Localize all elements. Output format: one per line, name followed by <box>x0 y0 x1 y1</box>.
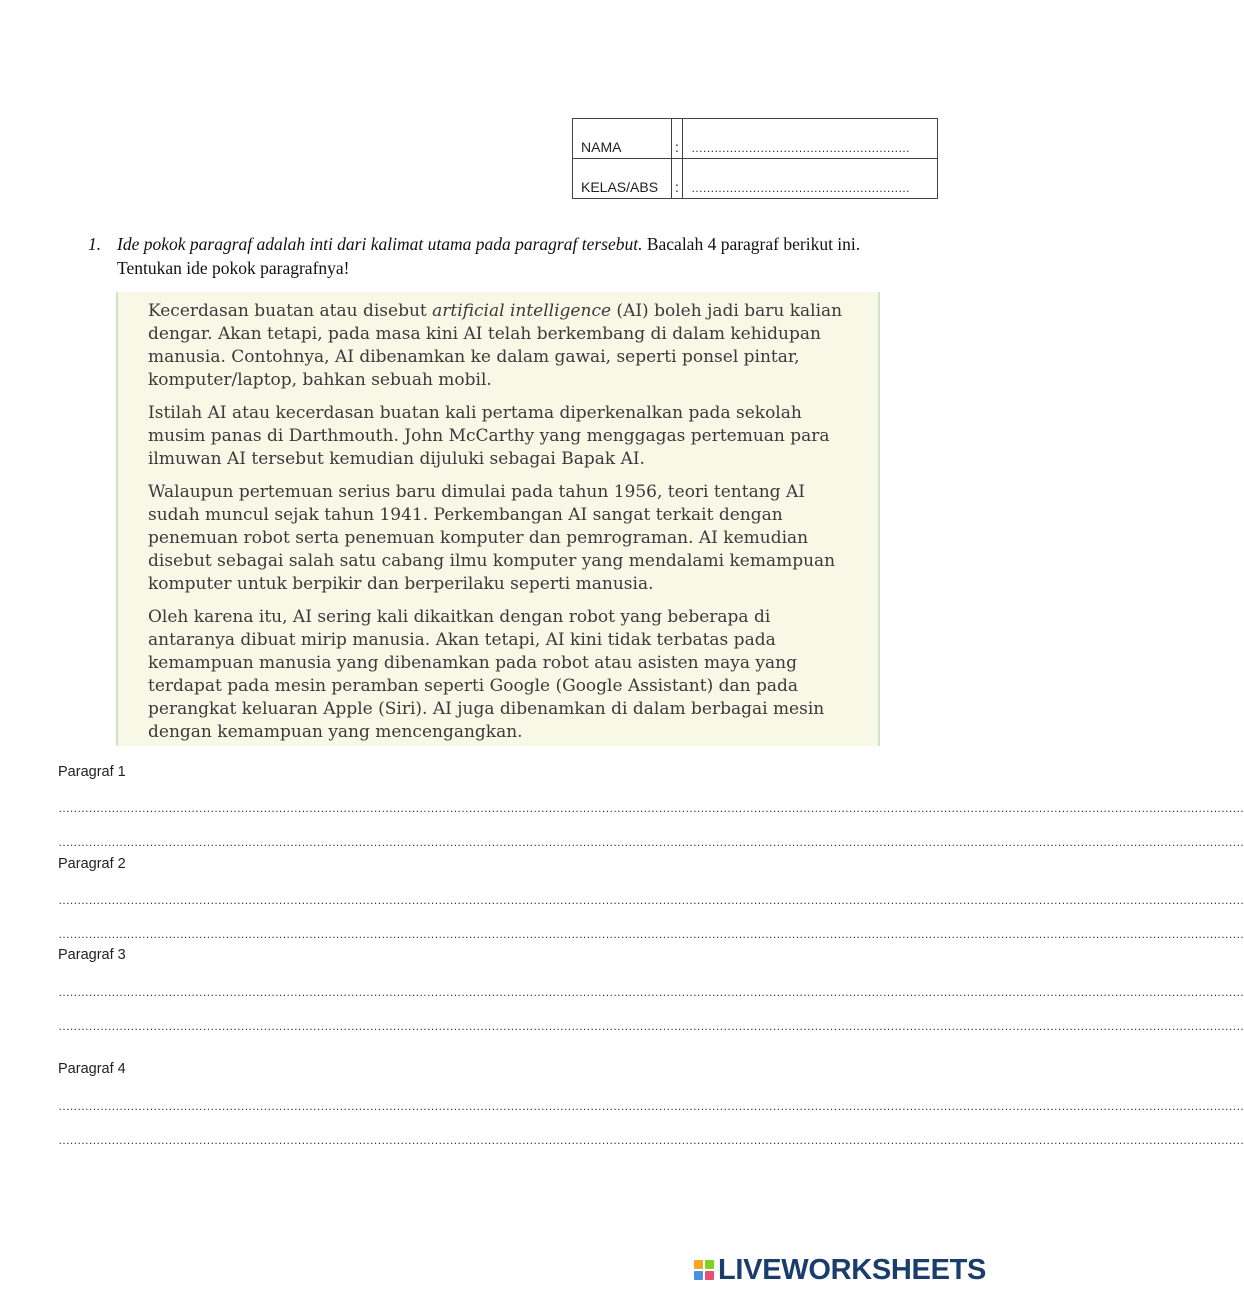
question-number: 1. <box>88 234 102 254</box>
class-row <box>573 159 938 199</box>
question-text <box>117 232 928 280</box>
class-label: KELAS/ABS <box>573 159 672 199</box>
name-label: NAMA <box>573 119 672 159</box>
answer-line-1a[interactable]: …………………………………………………………………………………………………………………………………………………………………………………………………………………………………………………………………………………… <box>58 801 1244 815</box>
paragraph-3: Walaupun pertemuan serius baru dimulai pada tahun 1956, teori tentang AI sudah muncul sejak tahun 1941. Perkembangan AI sangat terkait dengan penemuan robot serta penemuan komputer dan pemrograman. AI kemudian disebut sebagai salah satu cabang ilmu komputer yang mendalami kemampuan komputer untuk berpikir dan berperilaku seperti manusia. <box>148 482 836 594</box>
answer-line-2a[interactable]: …………………………………………………………………………………………………………………………………………………………………………………………………………………………………………………………………………………… <box>58 893 1244 907</box>
paragraph-1-start: Kecerdasan buatan atau disebut <box>148 301 433 321</box>
answer-line-1b[interactable]: …………………………………………………………………………………………………………………………………………………………………………………………………………………………………………………………………………………… <box>58 835 1244 849</box>
logo-block <box>694 1260 703 1269</box>
question-instruction: Bacalah 4 paragraf berikut ini. Tentukan ide pokok paragrafnya! <box>117 234 861 278</box>
identity-table <box>572 118 938 199</box>
logo-text: LIVEWORKSHEETS <box>718 1253 987 1286</box>
question-italic: Ide pokok paragraf adalah inti dari kalimat utama pada paragraf tersebut. <box>117 234 643 254</box>
class-field[interactable]: ………………………………………………… <box>683 159 938 199</box>
answer-label-2: Paragraf 2 <box>58 856 126 872</box>
answer-line-4a[interactable]: …………………………………………………………………………………………………………………………………………………………………………………………………………………………………………………………………………………… <box>58 1099 1244 1113</box>
logo-block <box>694 1271 703 1280</box>
answer-label-1: Paragraf 1 <box>58 764 126 780</box>
paragraph-1-rest: (AI) boleh jadi baru kalian dengar. Akan tetapi, pada masa kini AI telah berkembang di dalam kehidupan manusia. Contohnya, AI dibenamkan ke dalam gawai, seperti ponsel pintar, komputer/laptop, bahkan sebuah mobil. <box>148 301 843 390</box>
logo-blocks-icon <box>694 1260 714 1280</box>
answer-line-3a[interactable]: …………………………………………………………………………………………………………………………………………………………………………………………………………………………………………………………………………………… <box>58 985 1244 999</box>
name-field[interactable]: ………………………………………………… <box>683 119 938 159</box>
reading-panel <box>116 292 880 746</box>
answer-line-4b[interactable]: …………………………………………………………………………………………………………………………………………………………………………………………………………………………………………………………………………………… <box>58 1133 1244 1147</box>
paragraph-2: Istilah AI atau kecerdasan buatan kali pertama diperkenalkan pada sekolah musim panas di Darthmouth. John McCarthy yang menggagas pertemuan para ilmuwan AI tersebut kemudian dijuluki sebagai Bapak AI. <box>148 403 830 469</box>
answer-line-3b[interactable]: …………………………………………………………………………………………………………………………………………………………………………………………………………………………………………………………………………………… <box>58 1019 1244 1033</box>
name-separator: : <box>672 119 683 159</box>
class-separator: : <box>672 159 683 199</box>
liveworksheets-logo <box>694 1255 986 1285</box>
logo-block <box>705 1260 714 1269</box>
paragraph-4: Oleh karena itu, AI sering kali dikaitkan dengan robot yang beberapa di antaranya dibuat mirip manusia. Akan tetapi, AI kini tidak terbatas pada kemampuan manusia yang dibenamkan pada robot atau asisten maya yang terdapat pada mesin peramban seperti Google (Google Assistant) dan pada perangkat keluaran Apple (Siri). AI juga dibenamkan di dalam berbagai mesin dengan kemampuan yang mencengangkan. <box>148 607 825 742</box>
paragraph-1-term: artificial intelligence <box>432 301 612 321</box>
question-1 <box>88 232 928 280</box>
paragraph-1 <box>148 300 850 392</box>
answer-label-4: Paragraf 4 <box>58 1061 126 1077</box>
answer-line-2b[interactable]: …………………………………………………………………………………………………………………………………………………………………………………………………………………………………………………………………………………… <box>58 927 1244 941</box>
name-row <box>573 119 938 159</box>
answer-label-3: Paragraf 3 <box>58 947 126 963</box>
logo-block <box>705 1271 714 1280</box>
